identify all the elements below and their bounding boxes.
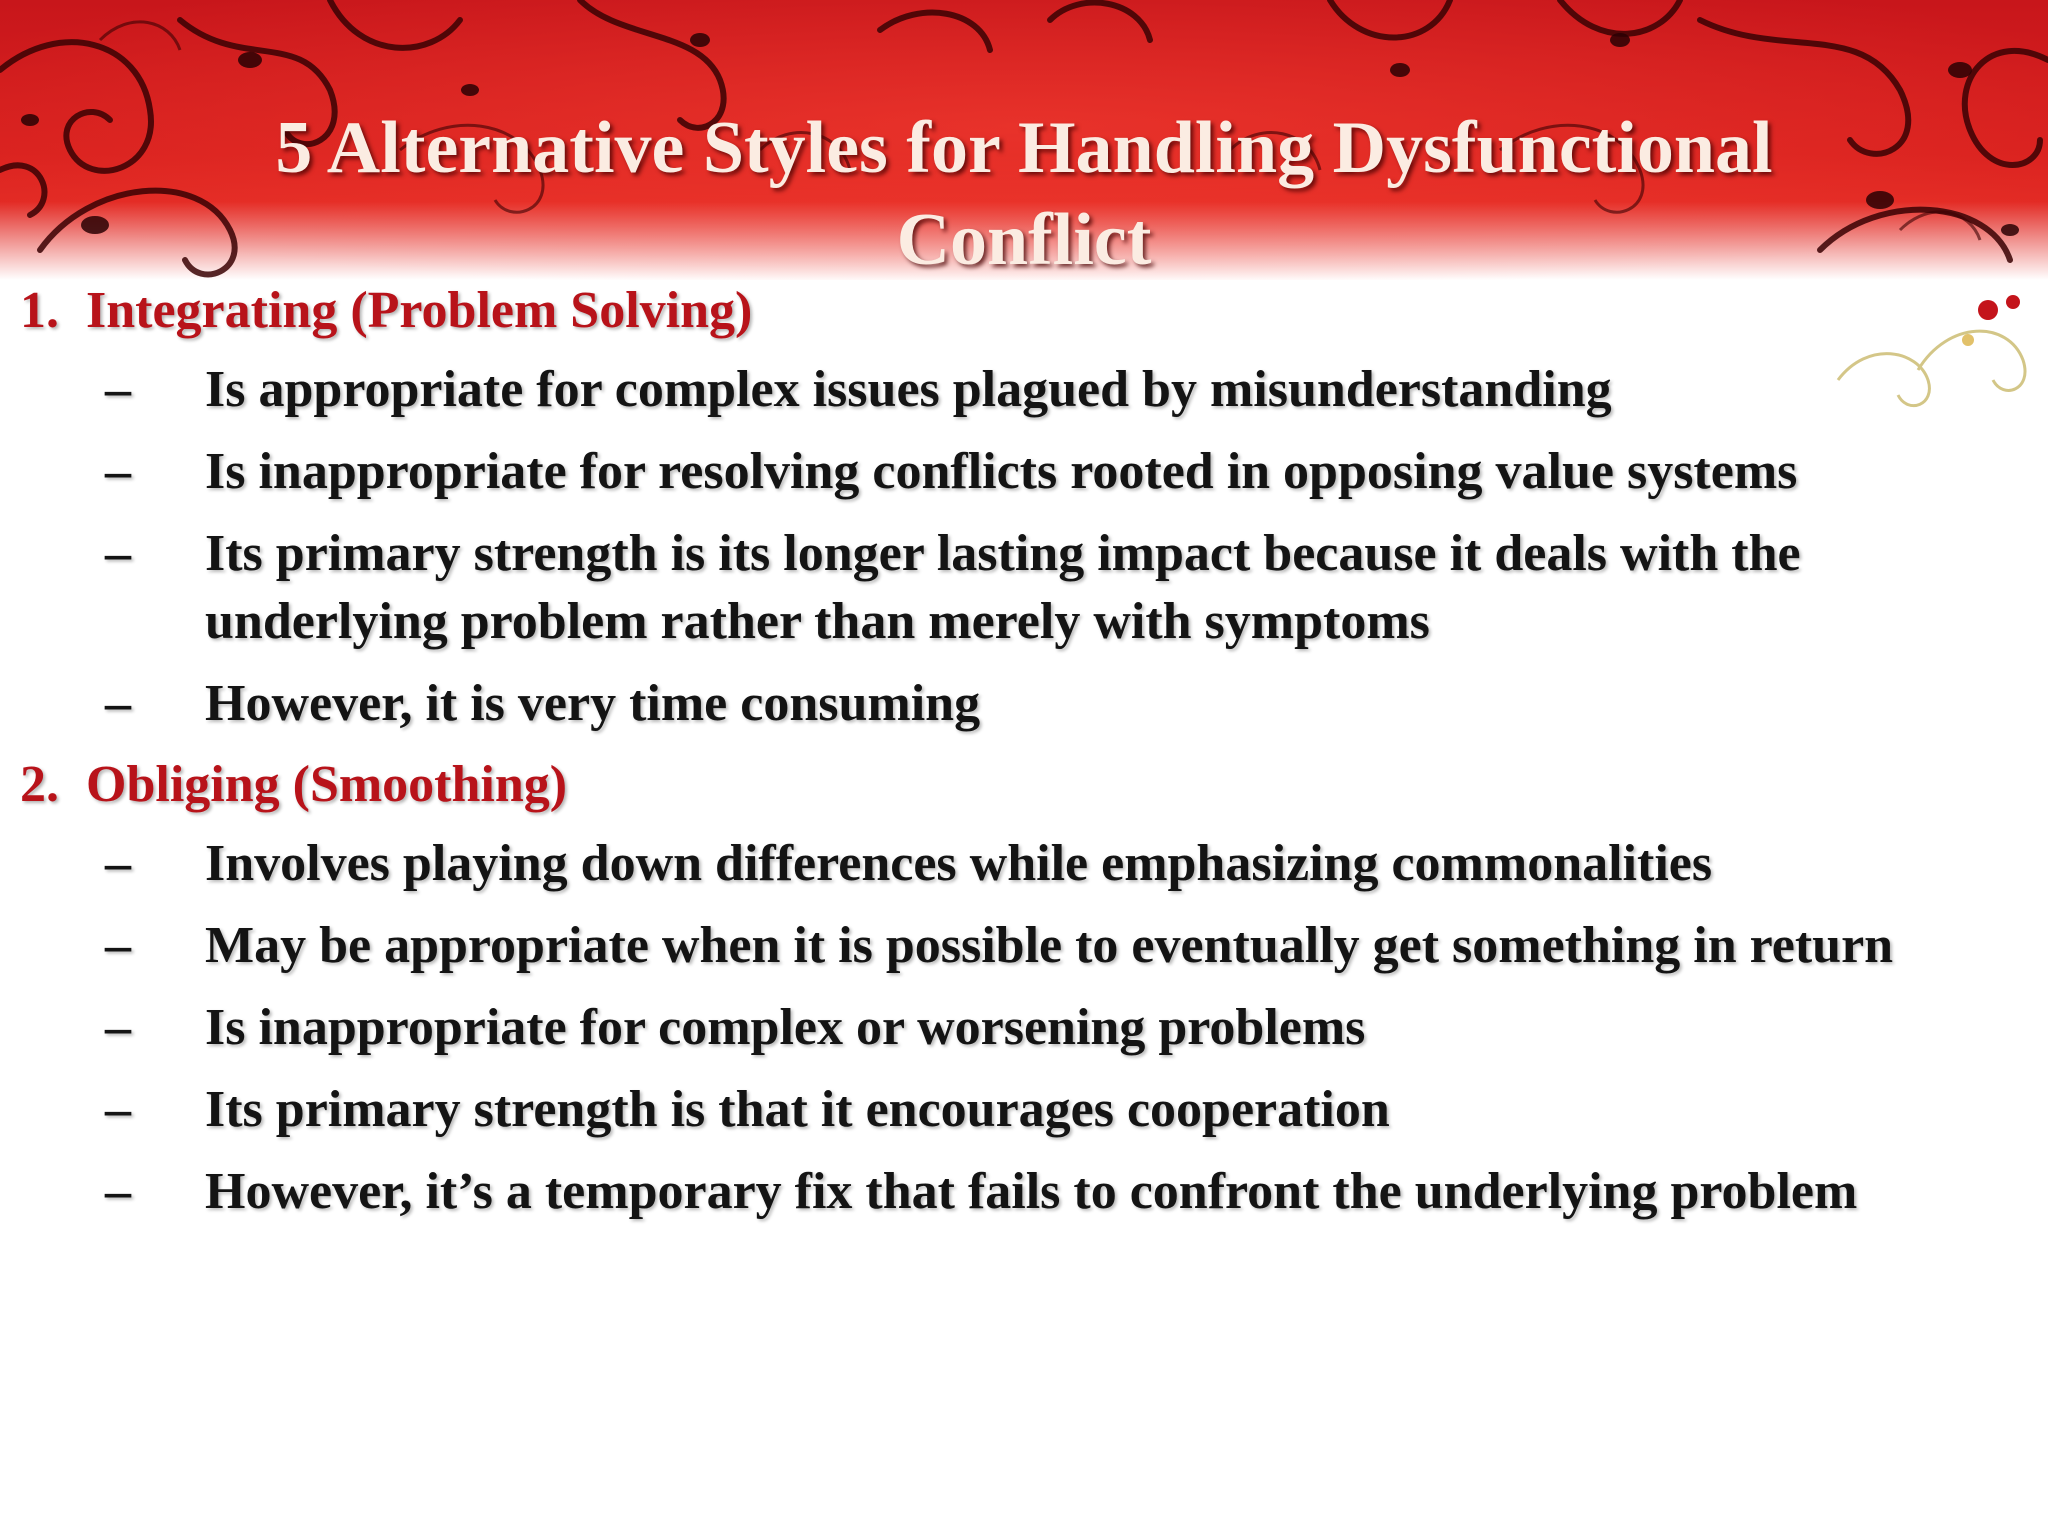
dash-marker: – (105, 1163, 131, 1220)
dash-marker: – (105, 917, 131, 974)
title-line-2: Conflict (896, 199, 1152, 281)
list-item (0, 830, 2048, 898)
bullet-text: However, it is very time consuming (205, 675, 981, 732)
bullet-text: Its primary strength is that it encourages cooperation (205, 1081, 1390, 1138)
bullet-text: May be appropriate when it is possible to eventually get something in return (205, 917, 1894, 974)
list-item (0, 356, 2048, 424)
list-item (0, 912, 2048, 980)
list-item (0, 520, 2048, 656)
list-item (0, 670, 2048, 738)
dash-marker: – (105, 1081, 131, 1138)
dash-marker: – (105, 525, 131, 582)
title-line-1: 5 Alternative Styles for Handling Dysfunctional (275, 107, 1773, 189)
dash-marker: – (105, 361, 131, 418)
bullet-text: However, it’s a temporary fix that fails to confront the underlying problem (205, 1163, 1858, 1220)
list-item (0, 1158, 2048, 1226)
list-item (0, 438, 2048, 506)
slide-body (0, 280, 2048, 1226)
section-number: 2. (20, 756, 59, 813)
section-heading-text: Integrating (Problem Solving) (86, 282, 753, 339)
bullet-text: Is inappropriate for resolving conflicts rooted in opposing value systems (205, 443, 1798, 500)
integrating-bullet-list (0, 356, 2048, 738)
section-number: 1. (20, 282, 59, 339)
obliging-bullet-list (0, 830, 2048, 1226)
dash-marker: – (105, 835, 131, 892)
list-item (0, 994, 2048, 1062)
list-item (0, 1076, 2048, 1144)
dash-marker: – (105, 999, 131, 1056)
bullet-text: Involves playing down differences while emphasizing commonalities (205, 835, 1713, 892)
slide-title (0, 102, 2048, 286)
bullet-text: Is appropriate for complex issues plagued by misunderstanding (205, 361, 1612, 418)
section-heading-obliging (0, 754, 2048, 816)
bullet-text: Its primary strength is its longer lasting impact because it deals with the underlying problem rather than merely with symptoms (205, 525, 1801, 650)
dash-marker: – (105, 443, 131, 500)
section-heading-text: Obliging (Smoothing) (86, 756, 568, 813)
bullet-text: Is inappropriate for complex or worsening problems (205, 999, 1366, 1056)
section-heading-integrating (0, 280, 2048, 342)
dash-marker: – (105, 675, 131, 732)
